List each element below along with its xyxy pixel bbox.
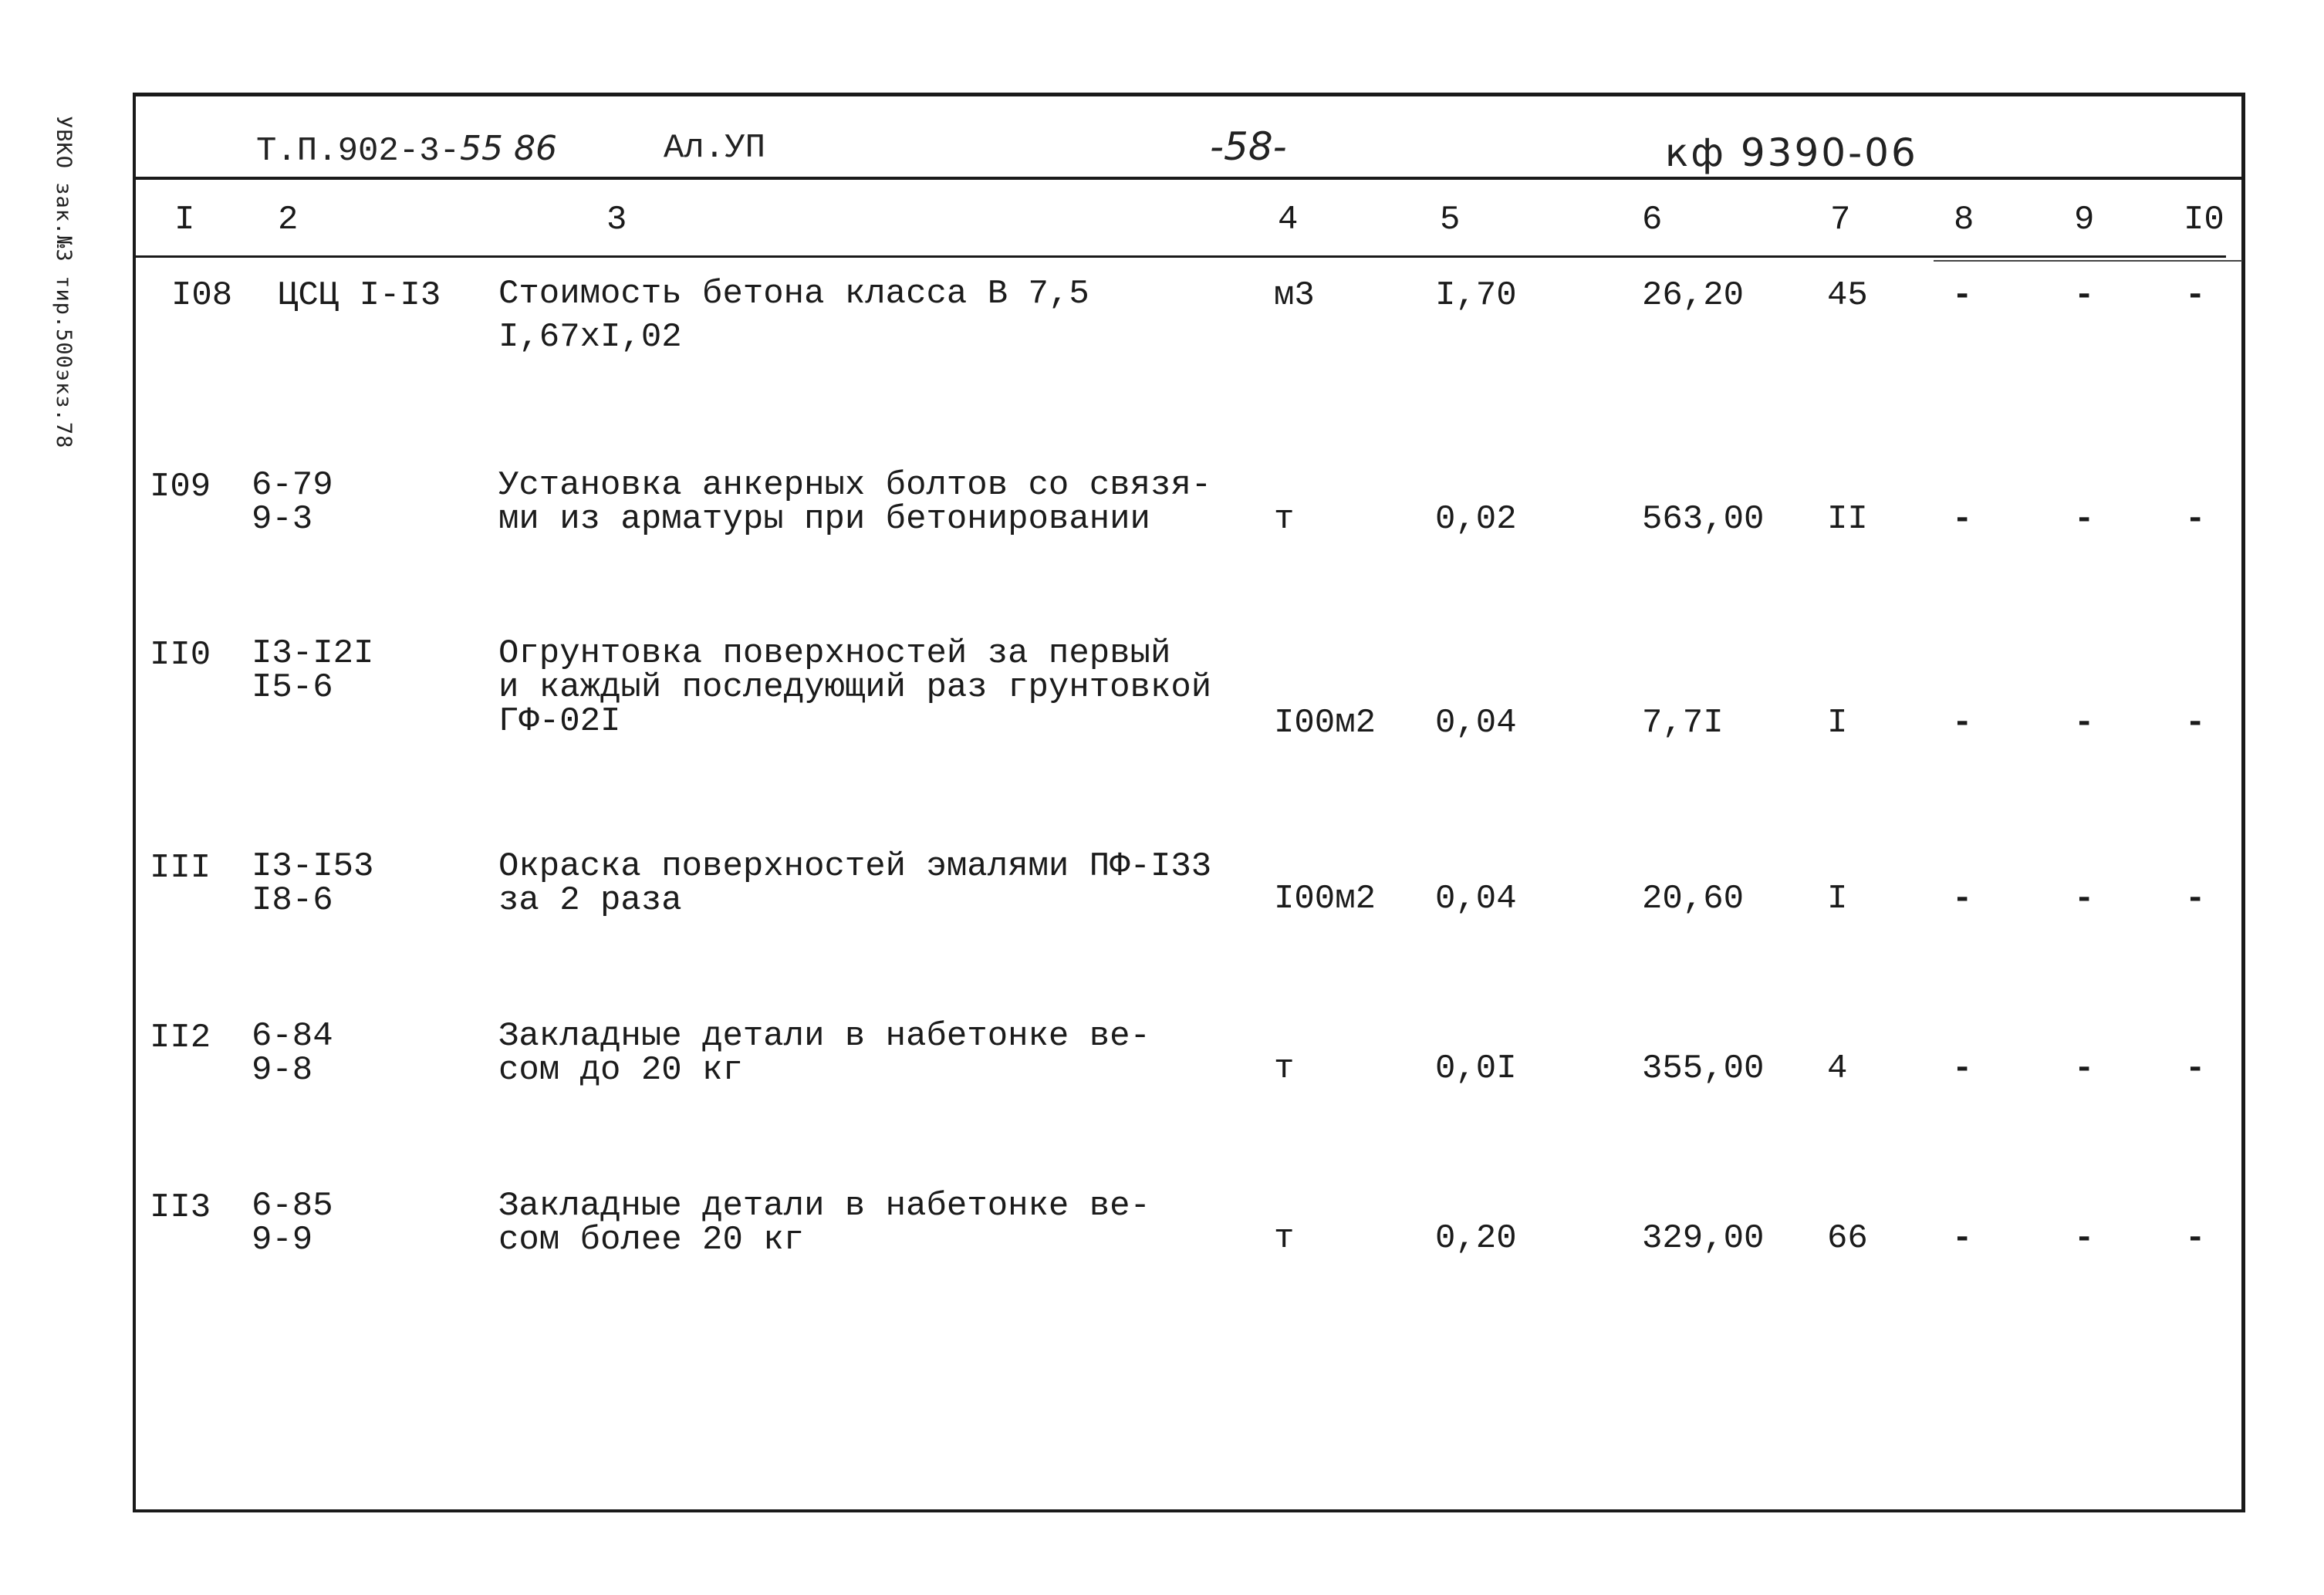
col8-value: - [1952,880,1973,918]
row-number: I09 [150,468,211,506]
unit-price: 563,00 [1642,500,1765,539]
col9-value: - [2074,1049,2095,1088]
rate-code-line: 6-85 [252,1187,333,1225]
description-line: I,67xI,02 [498,318,682,357]
col-header-6: 6 [1642,201,1663,239]
rate-code-line: I8-6 [252,881,333,920]
work-description [498,275,1089,357]
col8-value: - [1952,1049,1973,1088]
quantity: 0,02 [1435,500,1517,539]
work-description [498,1189,1150,1257]
total-cost: I [1827,880,1848,918]
rate-code-line: 9-3 [252,500,313,539]
table-row [136,847,2241,1004]
col8-value: - [1952,500,1973,539]
row-number: II0 [150,636,211,674]
unit: м3 [1274,276,1315,315]
rate-code-line: I3-I53 [252,847,374,886]
col10-value: - [2185,1219,2206,1258]
col-header-3: 3 [606,201,627,239]
rate-code-line: 6-84 [252,1017,333,1056]
quantity: 0,0I [1435,1049,1517,1088]
col10-value: - [2185,276,2206,315]
total-cost: 45 [1827,276,1868,315]
description-line: и каждый последующий раз грунтовкой [498,668,1212,707]
unit-price: 329,00 [1642,1219,1765,1258]
work-description [498,847,1212,920]
description-line: Окраска поверхностей эмалями ПФ-I33 [498,847,1212,886]
rate-code: ЦСЦ I-I3 [278,276,441,315]
col-header-8: 8 [1954,201,1974,239]
table-row [136,1189,2241,1343]
rate-code [252,634,374,707]
col-header-9: 9 [2074,201,2095,239]
col10-value: - [2185,1049,2206,1088]
col8-value: - [1952,1219,1973,1258]
rate-code [252,466,333,539]
unit-price: 7,7I [1642,704,1724,742]
col9-value: - [2074,880,2095,918]
col8-value: - [1952,276,1973,315]
quantity: 0,04 [1435,880,1517,918]
description-line: Стоимость бетона класса В 7,5 [498,275,1089,313]
description-line: ми из арматуры при бетонировании [498,500,1150,539]
unit-price: 26,20 [1642,276,1745,315]
rate-code [252,1189,333,1257]
description-line: Закладные детали в набетонке ве- [498,1017,1150,1056]
col-header-10: I0 [2184,201,2224,239]
quantity: 0,04 [1435,704,1517,742]
rate-code-line: I3-I2I [252,634,374,673]
album-label: Ал.УП [664,129,766,167]
side-print-note: УВКО зак.№3 тир.500экз.78 [52,116,76,449]
total-cost: 4 [1827,1049,1848,1088]
unit: т [1274,1219,1295,1258]
unit-price: 20,60 [1642,880,1745,918]
col10-value: - [2185,704,2206,742]
col-header-1: I [174,201,195,239]
doc-code-suffix: 55 86 [460,129,558,168]
page-number: -58- [1210,124,1287,169]
col-header-7: 7 [1830,201,1851,239]
col9-value: - [2074,1219,2095,1258]
col10-value: - [2185,500,2206,539]
description-line: сом более 20 кг [498,1221,805,1259]
row-number: III [150,849,211,887]
row-number: II2 [150,1019,211,1057]
table-row [136,1019,2241,1174]
col9-value: - [2074,704,2095,742]
unit: I00м2 [1274,704,1376,742]
total-cost: II [1827,500,1868,539]
work-description [498,466,1212,539]
table-row [136,274,2241,428]
col8-value: - [1952,704,1973,742]
rate-code-line: 9-9 [252,1221,313,1259]
quantity: 0,20 [1435,1219,1517,1258]
rate-code [252,847,374,920]
description-line: Закладные детали в набетонке ве- [498,1187,1150,1225]
table-row [136,634,2241,791]
col9-value: - [2074,276,2095,315]
unit-price: 355,00 [1642,1049,1765,1088]
row-number: I08 [171,276,233,315]
rate-code-line: I5-6 [252,668,333,707]
column-header-underline [1934,260,2165,262]
description-line: сом до 20 кг [498,1051,743,1090]
column-header-divider [136,255,2226,258]
doc-code-prefix: Т.П.902-3- [256,132,461,171]
rate-code-line: 9-8 [252,1051,313,1090]
total-cost: 66 [1827,1219,1868,1258]
quantity: I,70 [1435,276,1517,315]
description-line: ГФ-02I [498,702,621,741]
description-line: Установка анкерных болтов со связя- [498,466,1212,505]
work-description [498,1017,1150,1090]
unit: т [1274,500,1295,539]
col-header-2: 2 [278,201,299,239]
description-line: за 2 раза [498,881,682,920]
col9-value: - [2074,500,2095,539]
table-row [136,468,2241,623]
column-header-underline-10 [2157,260,2242,262]
doc-code [256,129,557,171]
total-cost: I [1827,704,1848,742]
estimate-sheet [133,93,2245,1512]
rate-code [252,1017,333,1090]
unit: т [1274,1049,1295,1088]
description-line: Огрунтовка поверхностей за первый [498,634,1171,673]
reference-code: кф 9390-06 [1665,130,1918,175]
row-number: II3 [150,1188,211,1227]
col-header-4: 4 [1278,201,1299,239]
col10-value: - [2185,880,2206,918]
work-description [498,634,1212,741]
header-divider [136,177,2241,180]
rate-code-line: 6-79 [252,466,333,505]
col-header-5: 5 [1440,201,1461,239]
unit: I00м2 [1274,880,1376,918]
